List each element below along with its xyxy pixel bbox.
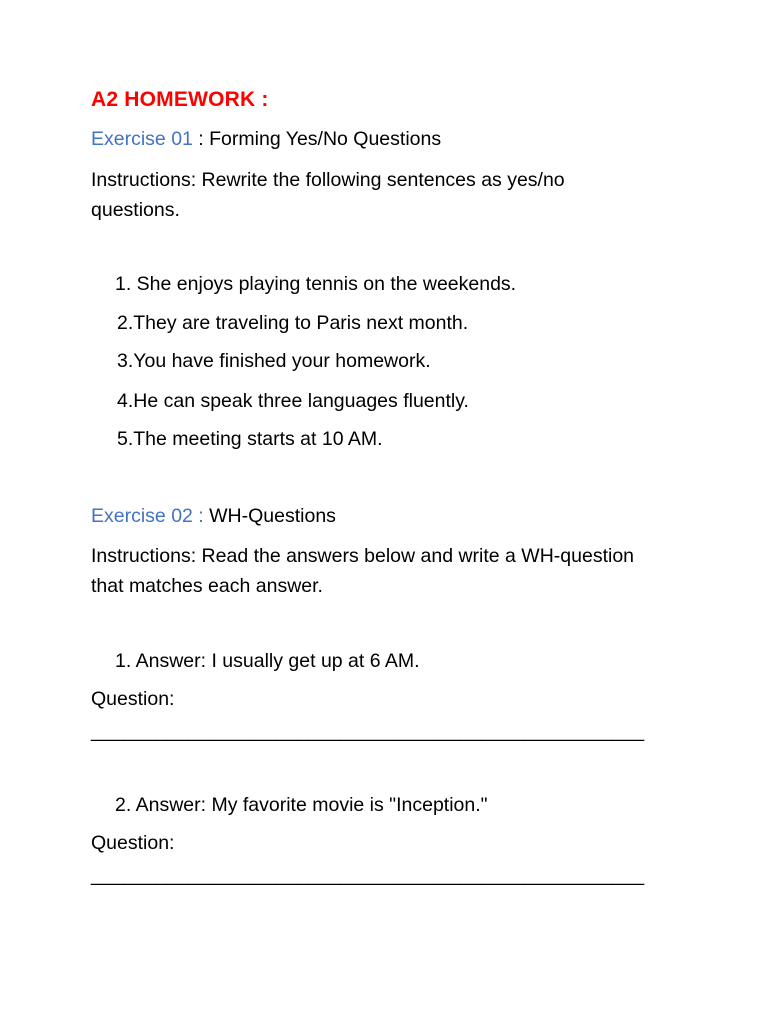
exercise-01-heading [91, 128, 441, 151]
exercise-01-instructions: Instructions: Rewrite the following sentences as yes/no questions. [91, 169, 565, 221]
exercise-02-answer-1: 1. Answer: I usually get up at 6 AM. [115, 650, 420, 672]
exercise-02-question-label-1: Question: [91, 688, 175, 710]
exercise-02-answer-line-1[interactable]: ___________________________________________________ [91, 720, 645, 742]
exercise-01-item-3: 3.You have finished your homework. [117, 350, 431, 372]
exercise-02-answer-line-2[interactable]: ___________________________________________________ [91, 864, 645, 886]
exercise-02-title: WH-Questions [203, 505, 336, 527]
exercise-02-question-label-2: Question: [91, 832, 175, 854]
exercise-01-label: Exercise 01 [91, 128, 193, 150]
exercise-01-item-4: 4.He can speak three languages fluently. [117, 390, 469, 412]
exercise-02-answer-2: 2. Answer: My favorite movie is "Inception." [115, 794, 488, 816]
exercise-01-item-2: 2.They are traveling to Paris next month. [117, 312, 469, 334]
homework-title: A2 HOMEWORK : [91, 88, 269, 111]
exercise-01-title: : Forming Yes/No Questions [192, 128, 442, 150]
exercise-01-item-5: 5.The meeting starts at 10 AM. [117, 428, 383, 450]
exercise-02-label: Exercise 02 : [91, 505, 204, 527]
exercise-01-item-1: 1. She enjoys playing tennis on the weekends. [115, 273, 517, 295]
exercise-02-instructions: Instructions: Read the answers below and write a WH-question that matches each answer. [91, 545, 635, 597]
exercise-02-heading [91, 505, 336, 528]
